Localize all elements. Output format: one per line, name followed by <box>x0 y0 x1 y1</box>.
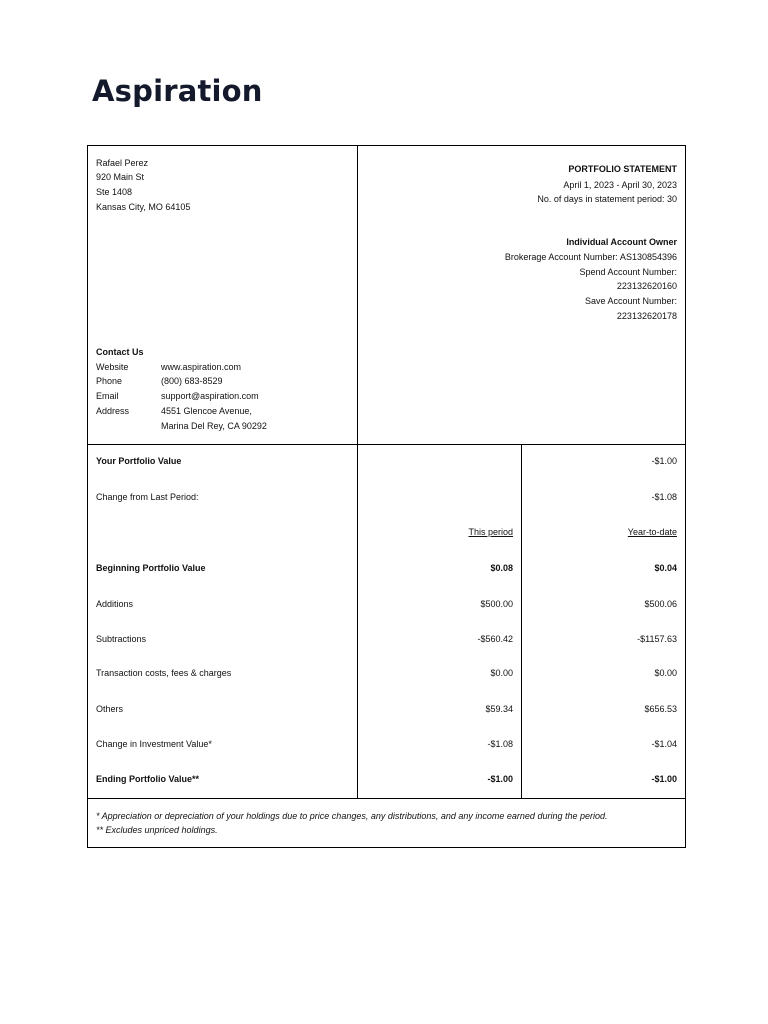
portfolio-change-value: -$1.08 <box>651 492 677 502</box>
customer-city-state-zip: Kansas City, MO 64105 <box>96 202 191 212</box>
save-account-number: 223132620178 <box>616 311 677 321</box>
row-subtractions-ytd: -$1157.63 <box>637 634 677 644</box>
portfolio-change-label: Change from Last Period: <box>96 492 199 502</box>
row-additions-ytd: $500.06 <box>644 599 677 609</box>
row-ending-period: -$1.00 <box>487 774 513 784</box>
divider-header-bottom <box>87 444 686 445</box>
row-others-ytd: $656.53 <box>644 704 677 714</box>
contact-website-label: Website <box>96 362 129 372</box>
contact-phone-value: (800) 683-8529 <box>161 376 223 386</box>
contact-email-link[interactable]: support@aspiration.com <box>161 391 259 401</box>
save-account-label: Save Account Number: <box>584 296 677 306</box>
row-additions-period: $500.00 <box>480 599 513 609</box>
customer-address-line1: 920 Main St <box>96 172 145 182</box>
aspiration-logo: Aspiration <box>92 74 263 108</box>
divider-table-left <box>357 444 358 798</box>
row-ending-ytd: -$1.00 <box>651 774 677 784</box>
row-fees-ytd: $0.00 <box>654 668 677 678</box>
contact-website-link[interactable]: www.aspiration.com <box>161 362 242 372</box>
row-others-period: $59.34 <box>485 704 513 714</box>
contact-heading: Contact Us <box>96 347 144 357</box>
portfolio-value: -$1.00 <box>651 456 677 466</box>
brokerage-account-number: Brokerage Account Number: AS130854396 <box>504 252 677 262</box>
customer-name: Rafael Perez <box>96 158 149 168</box>
divider-table-bottom <box>87 798 686 799</box>
row-subtractions-period: -$560.42 <box>477 634 513 644</box>
row-ending-label: Ending Portfolio Value** <box>96 774 200 784</box>
row-fees-period: $0.00 <box>490 668 513 678</box>
row-investment-change-label: Change in Investment Value* <box>96 739 212 749</box>
account-owner-type: Individual Account Owner <box>566 237 677 247</box>
column-header-this-period: This period <box>468 527 513 537</box>
divider-top-vertical <box>357 145 358 444</box>
divider-table-right <box>521 444 522 798</box>
spend-account-label: Spend Account Number: <box>579 267 677 277</box>
footnote-appreciation: * Appreciation or depreciation of your holdings due to price changes, any distributions, and any income earned during the period. <box>96 811 608 821</box>
column-header-year-to-date: Year-to-date <box>627 527 677 537</box>
contact-address-line2: Marina Del Rey, CA 90292 <box>161 421 267 431</box>
row-beginning-label: Beginning Portfolio Value <box>96 563 206 573</box>
portfolio-value-label: Your Portfolio Value <box>96 456 182 466</box>
statement-title: PORTFOLIO STATEMENT <box>568 164 677 174</box>
row-fees-label: Transaction costs, fees & charges <box>96 668 232 678</box>
contact-address-label: Address <box>96 406 130 416</box>
row-investment-change-ytd: -$1.04 <box>651 739 677 749</box>
contact-phone-label: Phone <box>96 376 123 386</box>
row-beginning-period: $0.08 <box>490 563 513 573</box>
contact-email-label: Email <box>96 391 119 401</box>
row-beginning-ytd: $0.04 <box>654 563 677 573</box>
statement-days: No. of days in statement period: 30 <box>537 194 677 204</box>
customer-address-line2: Ste 1408 <box>96 187 133 197</box>
contact-address-line1: 4551 Glencoe Avenue, <box>161 406 252 416</box>
statement-period: April 1, 2023 - April 30, 2023 <box>563 180 677 190</box>
row-subtractions-label: Subtractions <box>96 634 147 644</box>
row-additions-label: Additions <box>96 599 134 609</box>
row-investment-change-period: -$1.08 <box>487 739 513 749</box>
row-others-label: Others <box>96 704 124 714</box>
spend-account-number: 223132620160 <box>616 281 677 291</box>
footnote-unpriced: ** Excludes unpriced holdings. <box>96 825 218 835</box>
